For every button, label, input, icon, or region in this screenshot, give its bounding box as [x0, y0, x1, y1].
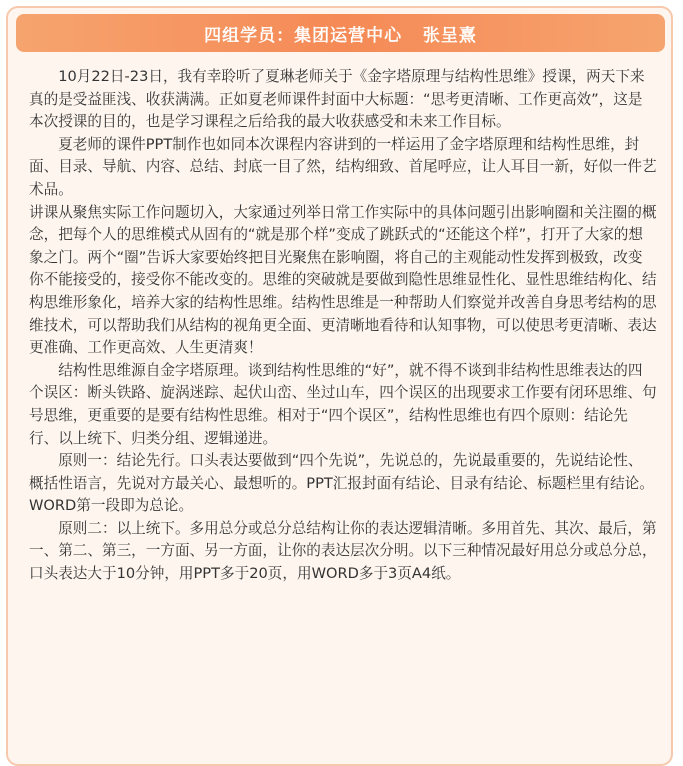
article-body: [29, 66, 657, 586]
header-banner: [16, 14, 665, 52]
paragraph-2: 夏老师的课件PPT制作也如同本次课程内容讲到的一样运用了金字塔原理和结构性思维，封面、目录、导航、内容、总结、封底一目了然，结构细致、首尾呼应，让人耳目一新，好似一件艺术品。: [29, 135, 657, 198]
article-card: [6, 6, 673, 766]
paragraph-1: 10月22日-23日，我有幸聆听了夏琳老师关于《金字塔原理与结构性思维》授课，两天下来真的是受益匪浅、收获满满。正如夏老师课件封面中大标题：“思考更清晰、工作更高效”，这是本次授课的目的，也是学习课程之后给我的最大收获感受和未来工作目标。: [29, 68, 645, 131]
header-title: 四组学员：集团运营中心 张呈熹: [204, 25, 477, 46]
paragraph-4: 结构性思维源自金字塔原理。谈到结构性思维的“好”，就不得不谈到非结构性思维表达的四个误区：断头铁路、旋涡迷踪、起伏山峦、坐过山车，四个误区的出现要求工作要有闭环思维、句号思维，更重要的是要有结构性思维。相对于“四个误区”，结构性思维也有四个原则：结论先行、以上统下、归类分组、逻辑递进。: [29, 361, 657, 447]
paragraph-5: 原则一：结论先行。口头表达要做到“四个先说”，先说总的，先说最重要的，先说结论性、概括性语言，先说对方最关心、最想听的。PPT汇报封面有结论、目录有结论、标题栏里有结论。WORD第一段即为总论。: [29, 452, 654, 515]
paragraph-3: 讲课从聚焦实际工作问题切入，大家通过列举日常工作实际中的具体问题引出影响圈和关注圈的概念，把每个人的思维模式从固有的“就是那个样”变成了跳跃式的“还能这个样”，打开了大家的想象之门。两个“圈”告诉大家要始终把目光聚焦在影响圈，将自己的主观能动性发挥到极致，改变你不能接受的，接受你不能改变的。思维的突破就是要做到隐性思维显性化、显性思维结构化、结构思维形象化，培养大家的结构性思维。结构性思维是一种帮助人们察觉并改善自身思考结构的思维技术，可以帮助我们从结构的视角更全面、更清晰地看待和认知事物，可以使思考更清晰、表达更准确、工作更高效、人生更清爽！: [29, 203, 657, 357]
paragraph-6: 原则二：以上统下。多用总分或总分总结构让你的表达逻辑清晰。多用首先、其次、最后，第一、第二、第三，一方面、另一方面，让你的表达层次分明。以下三种情况最好用总分或总分总，口头表达大于10分钟，用PPT多于20页，用WORD多于3页A4纸。: [29, 519, 657, 583]
